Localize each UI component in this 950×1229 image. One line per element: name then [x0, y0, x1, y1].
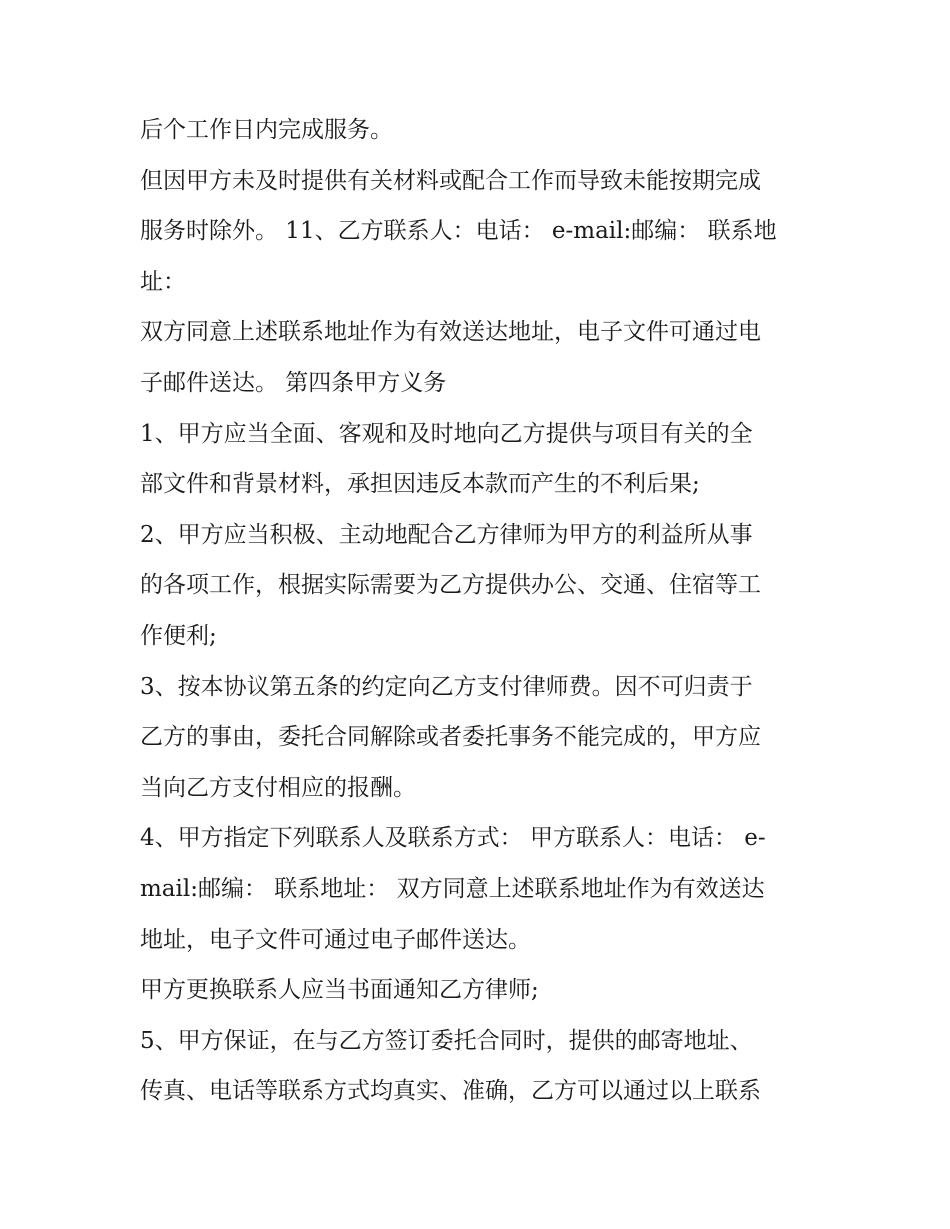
- text-line: 4、甲方指定下列联系人及联系方式： 甲方联系人：电话： e-: [140, 825, 766, 852]
- paragraph-contact-change: [140, 965, 820, 1016]
- text-line: 后个工作日内完成服务。: [140, 117, 393, 143]
- text-line: 服务时除外。 11、乙方联系人：电话： e-mail:邮编： 联系地: [140, 218, 777, 245]
- paragraph-exception-and-contact: [140, 156, 820, 308]
- clause-item-4: [140, 813, 820, 965]
- clause-item-1: [140, 409, 820, 510]
- paragraph-delivery-address: [140, 307, 820, 408]
- text-line: 当向乙方支付相应的报酬。: [140, 774, 416, 801]
- text-line: 甲方更换联系人应当书面通知乙方律师;: [140, 977, 539, 1004]
- text-line: 1、甲方应当全面、客观和及时地向乙方提供与项目有关的全: [140, 420, 753, 447]
- text-line: 部文件和背景材料，承担因违反本款而产生的不利后果;: [140, 471, 700, 498]
- text-line: 作便利;: [140, 622, 217, 649]
- text-line: 子邮件送达。 第四条甲方义务: [140, 369, 447, 396]
- clause-item-5: [140, 1016, 820, 1117]
- paragraph-service-completion: [140, 105, 820, 156]
- text-line: mail:邮编： 联系地址： 双方同意上述联系地址作为有效送达: [140, 875, 765, 902]
- text-line: 3、按本协议第五条的约定向乙方支付律师费。因不可归责于: [140, 673, 753, 700]
- document-body: [140, 105, 820, 1117]
- text-line: 址：: [140, 268, 186, 295]
- text-line: 地址，电子文件可通过电子邮件送达。: [140, 926, 531, 953]
- text-line: 但因甲方未及时提供有关材料或配合工作而导致未能按期完成: [140, 167, 761, 194]
- text-line: 2、甲方应当积极、主动地配合乙方律师为甲方的利益所从事: [140, 521, 753, 548]
- text-line: 双方同意上述联系地址作为有效送达地址，电子文件可通过电: [140, 319, 761, 346]
- text-line: 的各项工作，根据实际需要为乙方提供办公、交通、住宿等工: [140, 572, 761, 599]
- text-line: 乙方的事由，委托合同解除或者委托事务不能完成的，甲方应: [140, 724, 761, 751]
- clause-item-2: [140, 510, 820, 662]
- text-line: 传真、电话等联系方式均真实、准确，乙方可以通过以上联系: [140, 1078, 761, 1105]
- text-line: 5、甲方保证，在与乙方签订委托合同时，提供的邮寄地址、: [140, 1027, 753, 1054]
- clause-item-3: [140, 662, 820, 814]
